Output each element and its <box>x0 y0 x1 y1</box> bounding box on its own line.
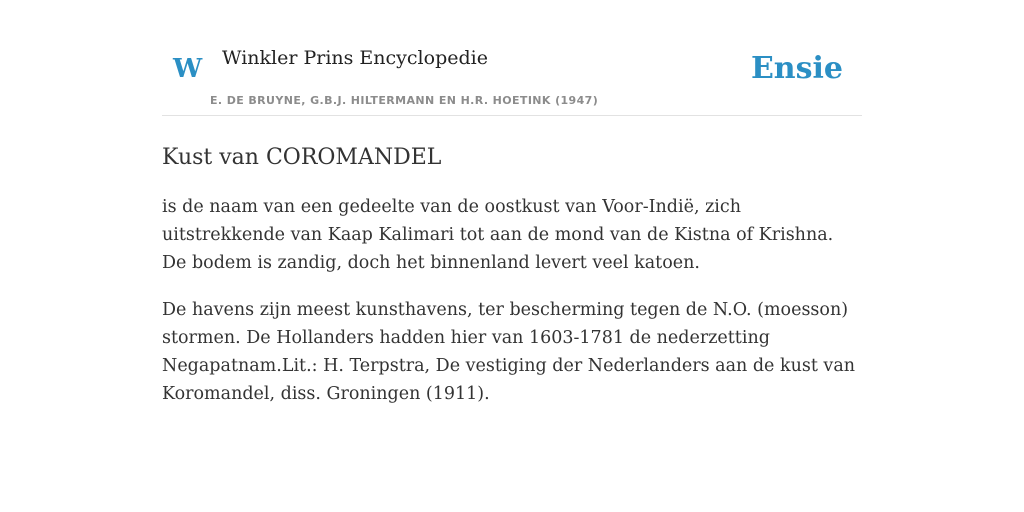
source-authors: E. DE BRUYNE, G.B.J. HILTERMANN EN H.R. HOETINK (1947) <box>210 94 599 107</box>
winkler-prins-logo[interactable]: W <box>173 54 203 84</box>
source-title[interactable]: Winkler Prins Encyclopedie <box>222 47 488 69</box>
article-paragraph: is de naam van een gedeelte van de oostkust van Voor-Indië, zich uitstrekkende van Kaap Kalimari tot aan de mond van de Kistna of Krishna. De bodem is zandig, doch het binnenland levert veel katoen. <box>162 197 834 273</box>
article-title: Kust van COROMANDEL <box>162 145 442 170</box>
page <box>162 0 862 408</box>
ensie-logo[interactable]: Ensie <box>750 51 843 86</box>
article-paragraph: De havens zijn meest kunsthavens, ter bescherming tegen de N.O. (moesson) stormen. De Hollanders hadden hier van 1603-1781 de nederzetting Negapatnam.Lit.: H. Terpstra, De vestiging der Nederlanders aan de kust van Koromandel, diss. Groningen (1911). <box>162 300 856 404</box>
source-header <box>162 0 862 116</box>
